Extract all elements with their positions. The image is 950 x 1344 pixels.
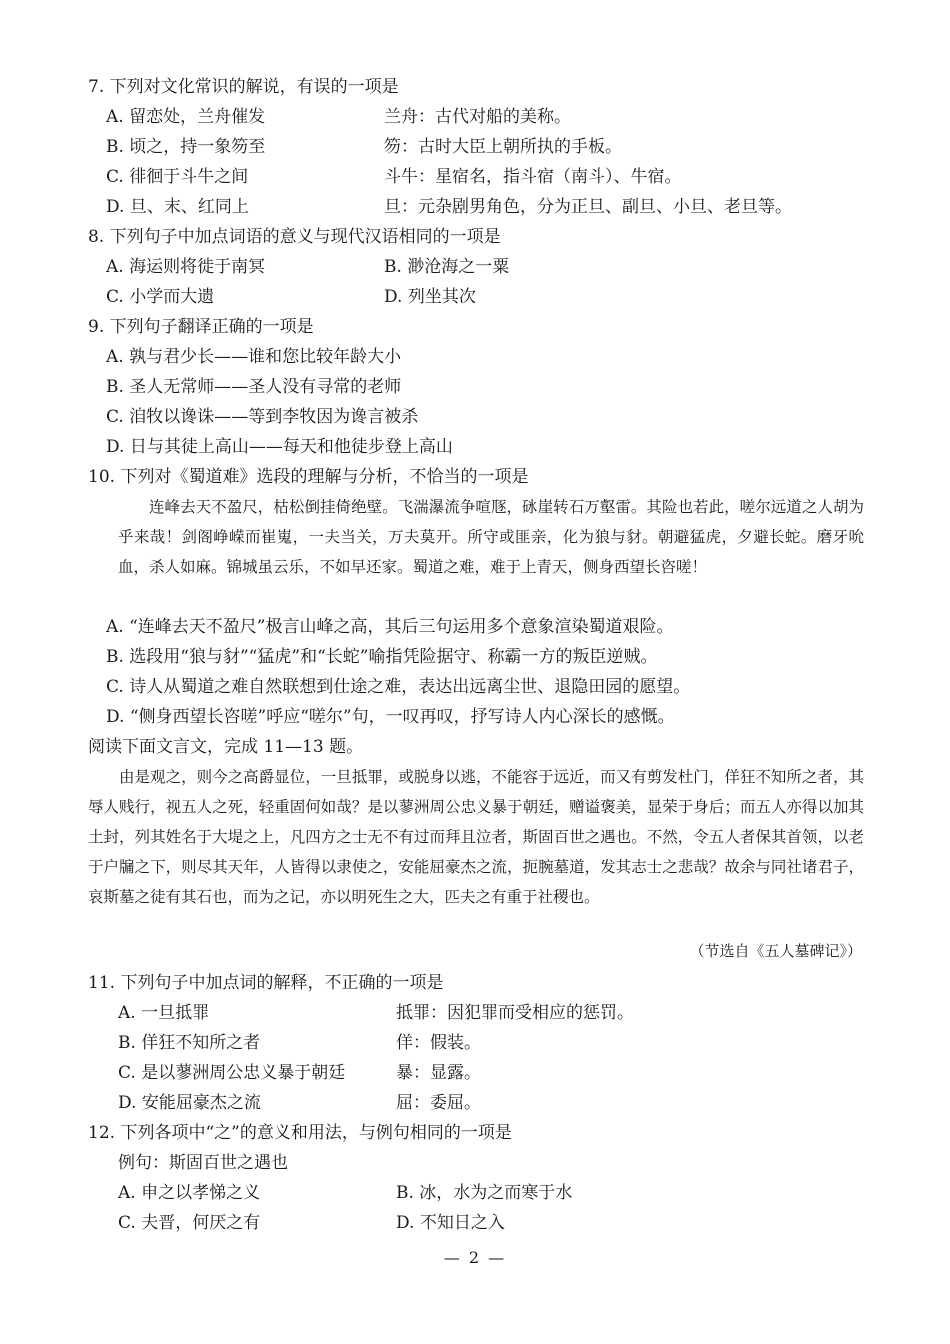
- q10-option-d: D. “侧身西望长咨嗟”呼应“嗟尔”句，一叹再叹，抒写诗人内心深长的感慨。: [106, 707, 675, 727]
- q11-option-c: C. 是以蓼洲周公忠义暴于朝廷: [118, 1063, 346, 1083]
- q8-option-c: C. 小学而大遗: [106, 287, 215, 307]
- question-9-stem: 9. 下列句子翻译正确的一项是: [88, 317, 314, 337]
- q9-option-c: C. 洎牧以谗诛——等到李牧因为谗言被杀: [106, 407, 419, 427]
- q8-option-b: B. 渺沧海之一粟: [384, 257, 510, 277]
- question-10-stem: 10. 下列对《蜀道难》选段的理解与分析，不恰当的一项是: [88, 467, 529, 487]
- shudaonan-text: 连峰去天不盈尺，枯松倒挂倚绝壁。飞湍瀑流争喧豗，砯崖转石万壑雷。其险也若此，嗟尔远道之人胡为乎来哉！剑阁峥嵘而崔嵬，一夫当关，万夫莫开。所守或匪亲，化为狼与豺。朝避猛虎，夕避长蛇。磨牙吮血，杀人如麻。锦城虽云乐，不如早还家。蜀道之难，难于上青天，侧身西望长咨嗟！: [118, 498, 864, 576]
- q9-option-d: D. 日与其徒上高山——每天和他徒步登上高山: [106, 437, 453, 457]
- q11-option-a: A. 一旦抵罪: [118, 1003, 210, 1023]
- page-number: — 2 —: [443, 1248, 507, 1267]
- q12-option-b: B. 冰，水为之而寒于水: [396, 1183, 573, 1203]
- q9-option-b: B. 圣人无常师——圣人没有寻常的老师: [106, 377, 402, 397]
- question-7-stem: 7. 下列对文化常识的解说，有误的一项是: [88, 77, 399, 97]
- q10-option-b: B. 选段用“狼与豺”“猛虎”和“长蛇”喻指凭险据守、称霸一方的叛臣逆贼。: [106, 647, 658, 667]
- q8-option-d: D. 列坐其次: [384, 287, 476, 307]
- q11-option-a-note: 抵罪：因犯罪而受相应的惩罚。: [396, 1003, 634, 1023]
- q7-option-a: A. 留恋处，兰舟催发: [106, 107, 266, 127]
- wurenmu-text: 由是观之，则今之高爵显位，一旦抵罪，或脱身以逃，不能容于远近，而又有剪发杜门，佯狂不知所之者，其辱人贱行，视五人之死，轻重固何如哉？是以蓼洲周公忠义暴于朝廷，赠谥褒美，显荣于身后；而五人亦得以加其土封，列其姓名于大堤之上，凡四方之士无不有过而拜且泣者，斯固百世之遇也。不然，令五人者保其首领，以老于户牖之下，则尽其天年，人皆得以隶使之，安能屈豪杰之流，扼腕墓道，发其志士之悲哉？故余与同社诸君子，哀斯墓之徒有其石也，而为之记，亦以明死生之大，匹夫之有重于社稷也。: [88, 768, 864, 906]
- q11-option-c-note: 暴：显露。: [396, 1063, 481, 1083]
- q12-option-a: A. 申之以孝悌之义: [118, 1183, 261, 1203]
- question-11-stem: 11. 下列句子中加点词的解释，不正确的一项是: [88, 973, 444, 993]
- shudaonan-passage: [118, 492, 864, 582]
- question-8-stem: 8. 下列句子中加点词语的意义与现代汉语相同的一项是: [88, 227, 501, 247]
- q7-option-d: D. 旦、末、红同上: [106, 197, 249, 217]
- q11-option-b: B. 佯狂不知所之者: [118, 1033, 261, 1053]
- q9-option-a: A. 孰与君少长——谁和您比较年龄大小: [106, 347, 402, 367]
- reading-intro: 阅读下面文言文，完成 11—13 题。: [88, 737, 364, 757]
- q12-option-d: D. 不知日之入: [396, 1213, 505, 1233]
- q11-option-d: D. 安能屈豪杰之流: [118, 1093, 261, 1113]
- q10-option-a: A. “连峰去天不盈尺”极言山峰之高，其后三句运用多个意象渲染蜀道艰险。: [106, 617, 674, 637]
- question-12-stem: 12. 下列各项中“之”的意义和用法，与例句相同的一项是: [88, 1123, 512, 1143]
- q8-option-a: A. 海运则将徙于南冥: [106, 257, 266, 277]
- q12-example: 例句：斯固百世之遇也: [118, 1153, 288, 1173]
- wurenmu-passage: [88, 762, 864, 912]
- q11-option-b-note: 佯：假装。: [396, 1033, 481, 1053]
- q7-option-c: C. 徘徊于斗牛之间: [106, 167, 249, 187]
- q11-option-d-note: 屈：委屈。: [396, 1093, 481, 1113]
- q10-option-c: C. 诗人从蜀道之难自然联想到仕途之难，表达出远离尘世、退隐田园的愿望。: [106, 677, 691, 697]
- q7-option-b: B. 顷之，持一象笏至: [106, 137, 266, 157]
- q7-option-a-note: 兰舟：古代对船的美称。: [384, 107, 571, 127]
- q7-option-d-note: 旦：元杂剧男角色，分为正旦、副旦、小旦、老旦等。: [384, 197, 792, 217]
- q7-option-b-note: 笏：古时大臣上朝所执的手板。: [384, 137, 622, 157]
- passage-source: （节选自《五人墓碑记》）: [689, 942, 862, 960]
- q7-option-c-note: 斗牛：星宿名，指斗宿（南斗）、牛宿。: [384, 167, 682, 187]
- q12-option-c: C. 夫晋，何厌之有: [118, 1213, 261, 1233]
